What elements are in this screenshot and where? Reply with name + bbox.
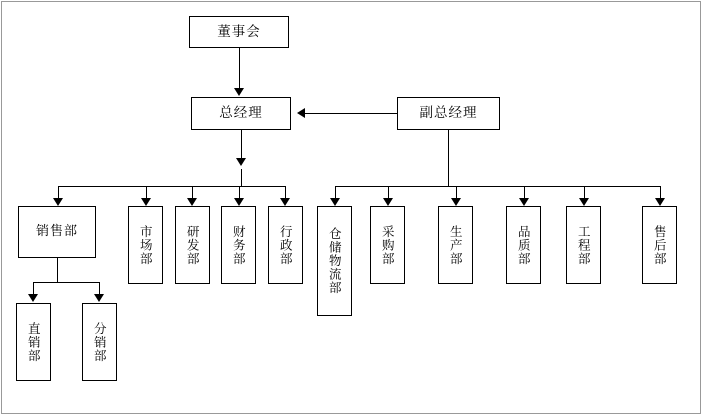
arrowhead-direct-sales	[28, 294, 38, 302]
arrowhead-production	[451, 198, 461, 206]
node-admin-dept[interactable]: 行政部	[268, 206, 303, 284]
node-warehouse-logistics-dept[interactable]: 仓储物流部	[317, 206, 352, 316]
connector-vgm-gm	[305, 113, 397, 114]
arrowhead-board-gm	[234, 88, 244, 96]
node-engineering-dept[interactable]: 工程部	[566, 206, 601, 284]
node-market-dept[interactable]: 市场部	[128, 206, 163, 284]
arrowhead-aftersales	[655, 198, 665, 206]
node-aftersales-dept[interactable]: 售后部	[642, 206, 677, 284]
connector-gm-bus-stem	[241, 169, 242, 186]
node-rd-dept[interactable]: 研发部	[175, 206, 210, 284]
node-direct-sales-dept[interactable]: 直销部	[16, 303, 51, 381]
arrowhead-rd	[187, 198, 197, 206]
arrowhead-sales	[53, 198, 63, 206]
arrowhead-warehouse	[330, 198, 340, 206]
node-vice-general-manager[interactable]: 副总经理	[397, 97, 500, 130]
node-production-dept[interactable]: 生产部	[438, 206, 473, 284]
node-general-manager[interactable]: 总经理	[191, 97, 291, 130]
node-purchase-dept[interactable]: 采购部	[370, 206, 405, 284]
node-quality-dept[interactable]: 品质部	[506, 206, 541, 284]
arrowhead-distribution	[94, 294, 104, 302]
node-board[interactable]: 董事会	[189, 16, 289, 48]
connector-vgm-bus-stem	[448, 130, 449, 186]
bus-left-departments	[58, 186, 285, 187]
connector-sales-down	[57, 258, 58, 282]
connector-board-gm	[239, 48, 240, 90]
arrowhead-finance	[234, 198, 244, 206]
arrowhead-gm-down	[236, 158, 246, 166]
arrowhead-quality	[519, 198, 529, 206]
arrowhead-admin	[280, 198, 290, 206]
arrowhead-market	[141, 198, 151, 206]
arrowhead-purchase	[383, 198, 393, 206]
node-distribution-dept[interactable]: 分销部	[82, 303, 117, 381]
arrowhead-vgm-gm	[297, 108, 305, 118]
bus-right-departments	[335, 186, 660, 187]
arrowhead-engineering	[579, 198, 589, 206]
node-sales-dept[interactable]: 销售部	[18, 206, 96, 258]
node-finance-dept[interactable]: 财务部	[221, 206, 256, 284]
bus-sales-subdepartments	[33, 282, 99, 283]
